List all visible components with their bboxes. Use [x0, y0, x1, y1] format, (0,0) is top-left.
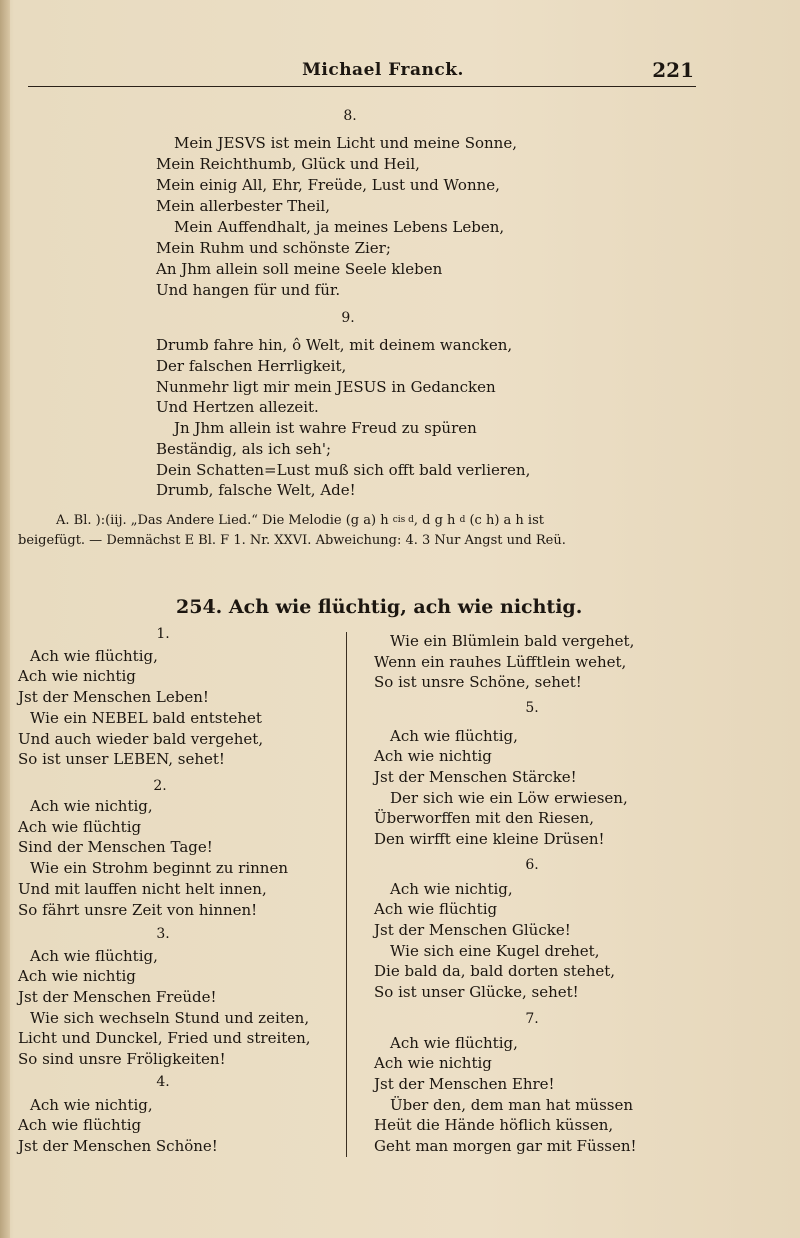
page-number: 221: [652, 58, 694, 82]
verse-line: Beständig, als ich seh';: [156, 440, 332, 458]
verse-line: Ach wie nichtig,: [30, 1096, 153, 1114]
verse-line: Wie sich wechseln Stund und zeiten,: [30, 1009, 310, 1027]
verse-line: Wie sich eine Kugel drehet,: [390, 942, 600, 960]
verse-line: Wie ein NEBEL bald entstehet: [30, 709, 262, 727]
stanza-number: 9.: [341, 310, 355, 326]
verse-line: Ach wie nichtig: [18, 667, 136, 685]
verse-line: Jst der Menschen Glücke!: [374, 921, 571, 939]
verse-line: So ist unser Glücke, sehet!: [374, 983, 579, 1001]
verse-line: Mein einig All, Ehr, Freüde, Lust und Wonne,: [156, 176, 500, 194]
verse-line: So fährt unsre Zeit von hinnen!: [18, 901, 258, 919]
editorial-note-line: beigefügt. — Demnächst E Bl. F 1. Nr. XXVI. Abweichung: 4. 3 Nur Angst und Reü.: [18, 533, 566, 548]
verse-line: Ach wie nichtig,: [390, 880, 513, 898]
note-text: A. Bl. ):(iij. „Das Andere Lied.“ Die Melodie (g a) h: [56, 513, 389, 528]
verse-line: Jst der Menschen Stärcke!: [374, 768, 577, 786]
verse-line: Geht man morgen gar mit Füssen!: [374, 1137, 637, 1155]
verse-line: Den wirfft eine kleine Drüsen!: [374, 830, 605, 848]
verse-line: Wenn ein rauhes Lüfftlein wehet,: [374, 653, 627, 671]
verse-line: Ach wie nichtig,: [30, 797, 153, 815]
note-superscript: cis d: [392, 515, 414, 525]
verse-line: Wie ein Strohm beginnt zu rinnen: [30, 859, 289, 877]
stanza-number: 3.: [156, 926, 170, 942]
note-text: (c h) a h ist: [469, 513, 544, 528]
verse-line: Ach wie nichtig: [374, 1054, 492, 1072]
verse-line: Heüt die Hände höflich küssen,: [374, 1116, 614, 1134]
verse-line: Jst der Menschen Freüde!: [18, 988, 217, 1006]
verse-line: Wie ein Blümlein bald vergehet,: [390, 632, 635, 650]
verse-line: Ach wie flüchtig: [374, 900, 498, 918]
stanza-number: 7.: [525, 1011, 539, 1027]
verse-line: Jst der Menschen Ehre!: [374, 1075, 555, 1093]
verse-line: Ach wie nichtig: [18, 967, 136, 985]
stanza-number: 4.: [156, 1074, 170, 1090]
verse-line: So ist unser LEBEN, sehet!: [18, 750, 225, 768]
note-text: , d g h: [413, 513, 456, 528]
column-divider: [346, 632, 347, 1157]
verse-line: Sind der Menschen Tage!: [18, 838, 213, 856]
verse-line: Nunmehr ligt mir mein JESUS in Gedancken: [156, 378, 496, 396]
verse-line: Jst der Menschen Leben!: [18, 688, 209, 706]
stanza-number: 5.: [525, 700, 539, 716]
verse-line: Mein JESVS ist mein Licht und meine Sonne,: [174, 134, 517, 152]
verse-line: Mein Auffendhalt, ja meines Lebens Leben,: [174, 218, 505, 236]
verse-line: Drumb fahre hin, ô Welt, mit deinem wancken,: [156, 336, 513, 354]
verse-line: Jn Jhm allein ist wahre Freud zu spüren: [174, 419, 477, 437]
verse-line: Mein Ruhm und schönste Zier;: [156, 239, 391, 257]
verse-line: Ach wie flüchtig,: [390, 1034, 518, 1052]
verse-line: Der sich wie ein Löw erwiesen,: [390, 789, 628, 807]
verse-line: Und Hertzen allezeit.: [156, 398, 319, 416]
verse-line: Überworffen mit den Riesen,: [374, 809, 594, 827]
book-gutter: [0, 0, 10, 1238]
verse-line: Ach wie flüchtig: [18, 1116, 142, 1134]
stanza-number: 2.: [153, 778, 167, 794]
verse-line: Mein allerbester Theil,: [156, 197, 330, 215]
verse-line: Ach wie nichtig: [374, 747, 492, 765]
verse-line: Die bald da, bald dorten stehet,: [374, 962, 616, 980]
verse-line: So sind unsre Fröligkeiten!: [18, 1050, 226, 1068]
verse-line: Und hangen für und für.: [156, 281, 341, 299]
verse-line: Jst der Menschen Schöne!: [18, 1137, 218, 1155]
verse-line: Ach wie flüchtig,: [30, 647, 158, 665]
verse-line: Ach wie flüchtig: [18, 818, 142, 836]
verse-line: Über den, dem man hat müssen: [390, 1096, 634, 1114]
stanza-number: 1.: [156, 626, 170, 642]
note-superscript: d: [459, 515, 466, 525]
stanza-number: 6.: [525, 857, 539, 873]
page-header: [28, 58, 696, 87]
hymn-title: 254. Ach wie flüchtig, ach wie nichtig.: [176, 596, 583, 618]
verse-line: Ach wie flüchtig,: [390, 727, 518, 745]
verse-line: Ach wie flüchtig,: [30, 947, 158, 965]
verse-line: Der falschen Herrligkeit,: [156, 357, 347, 375]
verse-line: Und auch wieder bald vergehet,: [18, 730, 264, 748]
verse-line: Licht und Dunckel, Fried und streiten,: [18, 1029, 311, 1047]
stanza-number: 8.: [343, 108, 357, 124]
verse-line: So ist unsre Schöne, sehet!: [374, 673, 582, 691]
verse-line: Dein Schatten=Lust muß sich offt bald verlieren,: [156, 461, 531, 479]
verse-line: Und mit lauffen nicht helt innen,: [18, 880, 267, 898]
verse-line: Mein Reichthumb, Glück und Heil,: [156, 155, 420, 173]
verse-line: Drumb, falsche Welt, Ade!: [156, 481, 356, 499]
editorial-note-line: [56, 510, 544, 531]
verse-line: An Jhm allein soll meine Seele kleben: [156, 260, 443, 278]
running-head: Michael Franck.: [302, 60, 464, 80]
